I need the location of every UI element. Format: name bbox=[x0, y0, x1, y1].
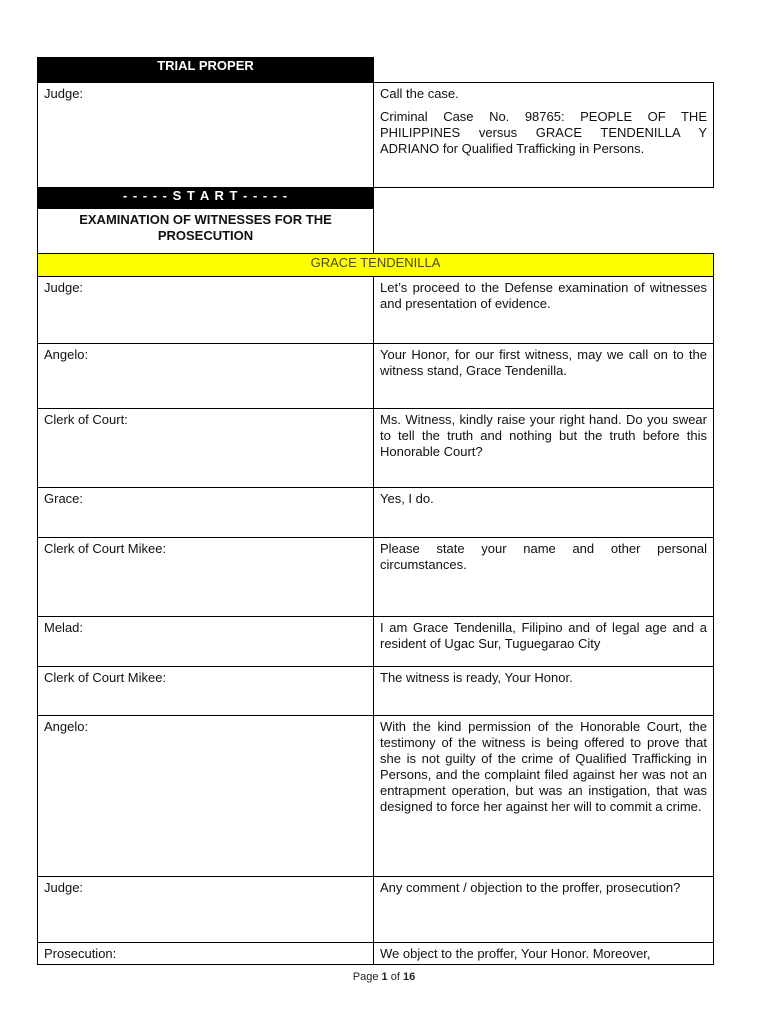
dialogue-text: Any comment / objection to the proffer, prosecution? bbox=[380, 880, 681, 895]
opening-text bbox=[374, 83, 713, 187]
speaker-label: Angelo: bbox=[44, 719, 89, 734]
speaker-label: Judge: bbox=[44, 280, 84, 295]
trial-proper-title: TRIAL PROPER bbox=[157, 58, 254, 73]
witness-name-bar bbox=[37, 253, 714, 277]
trial-proper-header bbox=[37, 57, 374, 83]
footer-current-page: 1 bbox=[381, 971, 388, 983]
dialogue-text: Please state your name and other personal circumstances. bbox=[380, 541, 707, 572]
dialogue-row bbox=[37, 715, 714, 877]
speaker-label: Prosecution: bbox=[44, 946, 117, 961]
dialogue-text: Ms. Witness, kindly raise your right hand. Do you swear to tell the truth and nothing but the truth before this Honorable Court? bbox=[380, 412, 707, 459]
dialogue-row bbox=[37, 487, 714, 538]
dialogue-row bbox=[37, 616, 714, 667]
dialogue-row bbox=[37, 343, 714, 409]
witness-name: GRACE TENDENILLA bbox=[310, 255, 441, 270]
footer-sep: of bbox=[387, 971, 403, 983]
dialogue-text: I am Grace Tendenilla, Filipino and of legal age and a resident of Ugac Sur, Tuguegarao City bbox=[380, 620, 707, 651]
section-title-text: EXAMINATION OF WITNESSES FOR THE PROSECUTION bbox=[79, 212, 332, 243]
page-footer bbox=[0, 971, 768, 983]
opening-row bbox=[37, 82, 714, 188]
speaker-label: Clerk of Court: bbox=[44, 412, 128, 427]
speaker-label: Melad: bbox=[44, 620, 84, 635]
dialogue-row bbox=[37, 537, 714, 617]
call-case-text: Call the case. bbox=[380, 86, 459, 101]
dialogue-text: Yes, I do. bbox=[380, 491, 434, 506]
footer-total-pages: 16 bbox=[402, 971, 416, 983]
start-banner bbox=[37, 187, 374, 209]
speaker-label: Angelo: bbox=[44, 347, 89, 362]
dialogue-row bbox=[37, 942, 714, 965]
speaker-label: Judge: bbox=[44, 880, 84, 895]
dialogue-text: Your Honor, for our first witness, may we call on to the witness stand, Grace Tendenilla. bbox=[380, 347, 707, 378]
opening-speaker bbox=[38, 83, 374, 187]
dialogue-row bbox=[37, 408, 714, 488]
section-title bbox=[37, 209, 374, 254]
speaker-label: Clerk of Court Mikee: bbox=[44, 670, 167, 685]
dialogue-text: Let’s proceed to the Defense examination of witnesses and presentation of evidence. bbox=[380, 280, 707, 311]
case-title-text: Criminal Case No. 98765: PEOPLE OF THE PHILIPPINES versus GRACE TENDENILLA Y ADRIANO for Qualified Trafficking in Persons. bbox=[380, 109, 707, 156]
footer-prefix: Page bbox=[352, 971, 382, 983]
dialogue-row bbox=[37, 876, 714, 943]
speaker-label: Clerk of Court Mikee: bbox=[44, 541, 167, 556]
speaker-label: Judge: bbox=[44, 86, 84, 101]
dialogue-text: With the kind permission of the Honorable Court, the testimony of the witness is being offered to prove that she is not guilty of the crime of Qualified Trafficking in Persons, and the complaint filed against her was not an entrapment operation, but was an instigation, that was designed to force her against her will to commit a crime. bbox=[380, 719, 707, 814]
dialogue-table bbox=[37, 276, 714, 964]
dialogue-text: We object to the proffer, Your Honor. Moreover, bbox=[380, 946, 651, 961]
dialogue-text: The witness is ready, Your Honor. bbox=[380, 670, 573, 685]
dialogue-row bbox=[37, 276, 714, 344]
dialogue-row bbox=[37, 666, 714, 716]
start-banner-text: - - - - - S T A R T - - - - - bbox=[122, 188, 289, 203]
speaker-label: Grace: bbox=[44, 491, 84, 506]
